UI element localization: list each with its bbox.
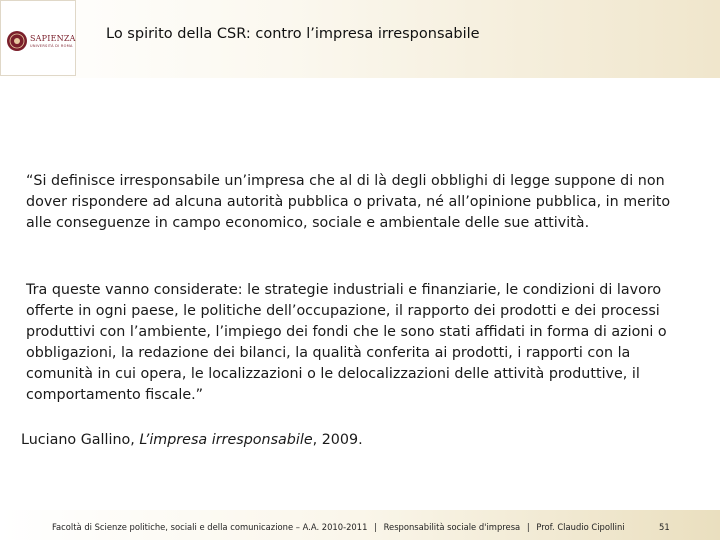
footer-text [52, 522, 625, 532]
citation-title: L’impresa irresponsabile [139, 432, 313, 448]
header-bar [0, 0, 720, 78]
citation-year: , 2009. [312, 432, 363, 448]
footer-professor: Prof. Claudio Cipollini [536, 522, 625, 532]
footer-faculty: Facoltà di Scienze politiche, sociali e della comunicazione – A.A. 2010-2011 [52, 522, 368, 532]
quote-paragraph-2: Tra queste vanno considerate: le strategie industriali e finanziarie, le condizioni di lavoro offerte in ogni paese, le politiche dell’occupazione, il rapporto dei prodotti e dei processi produttivi con l’ambiente, l’impiego dei fondi che le sono stati affidati in forma di azioni o obbligazioni, la redazione dei bilanci, la qualità conferita ai prodotti, i rapporti con la comunità in cui opera, le localizzazioni o le delocalizzazioni delle attività produttive, il comportamento fiscale.” [26, 282, 667, 403]
footer-bar [0, 510, 720, 540]
university-seal-icon [6, 30, 28, 52]
footer-course: Responsabilità sociale d'impresa [383, 522, 521, 532]
logo-name: SAPIENZA [30, 34, 76, 43]
footer-separator: | [526, 522, 530, 532]
university-logo [0, 0, 76, 76]
citation-author: Luciano Gallino, [21, 432, 140, 448]
logo-subtitle: UNIVERSITÀ DI ROMA [30, 44, 73, 48]
footer-separator: | [374, 522, 377, 532]
page-number: 51 [659, 522, 670, 532]
quote-paragraph-1: “Si definisce irresponsabile un’impresa che al di là degli obblighi di legge suppone di non dover rispondere ad alcuna autorità pubblica o privata, né all’opinione pubblica, in merito alle conseguenze in campo economico, sociale e ambientale delle sue attività. [26, 173, 671, 231]
citation [21, 430, 691, 451]
page-title: Lo spirito della CSR: contro l’impresa irresponsabile [106, 26, 480, 42]
